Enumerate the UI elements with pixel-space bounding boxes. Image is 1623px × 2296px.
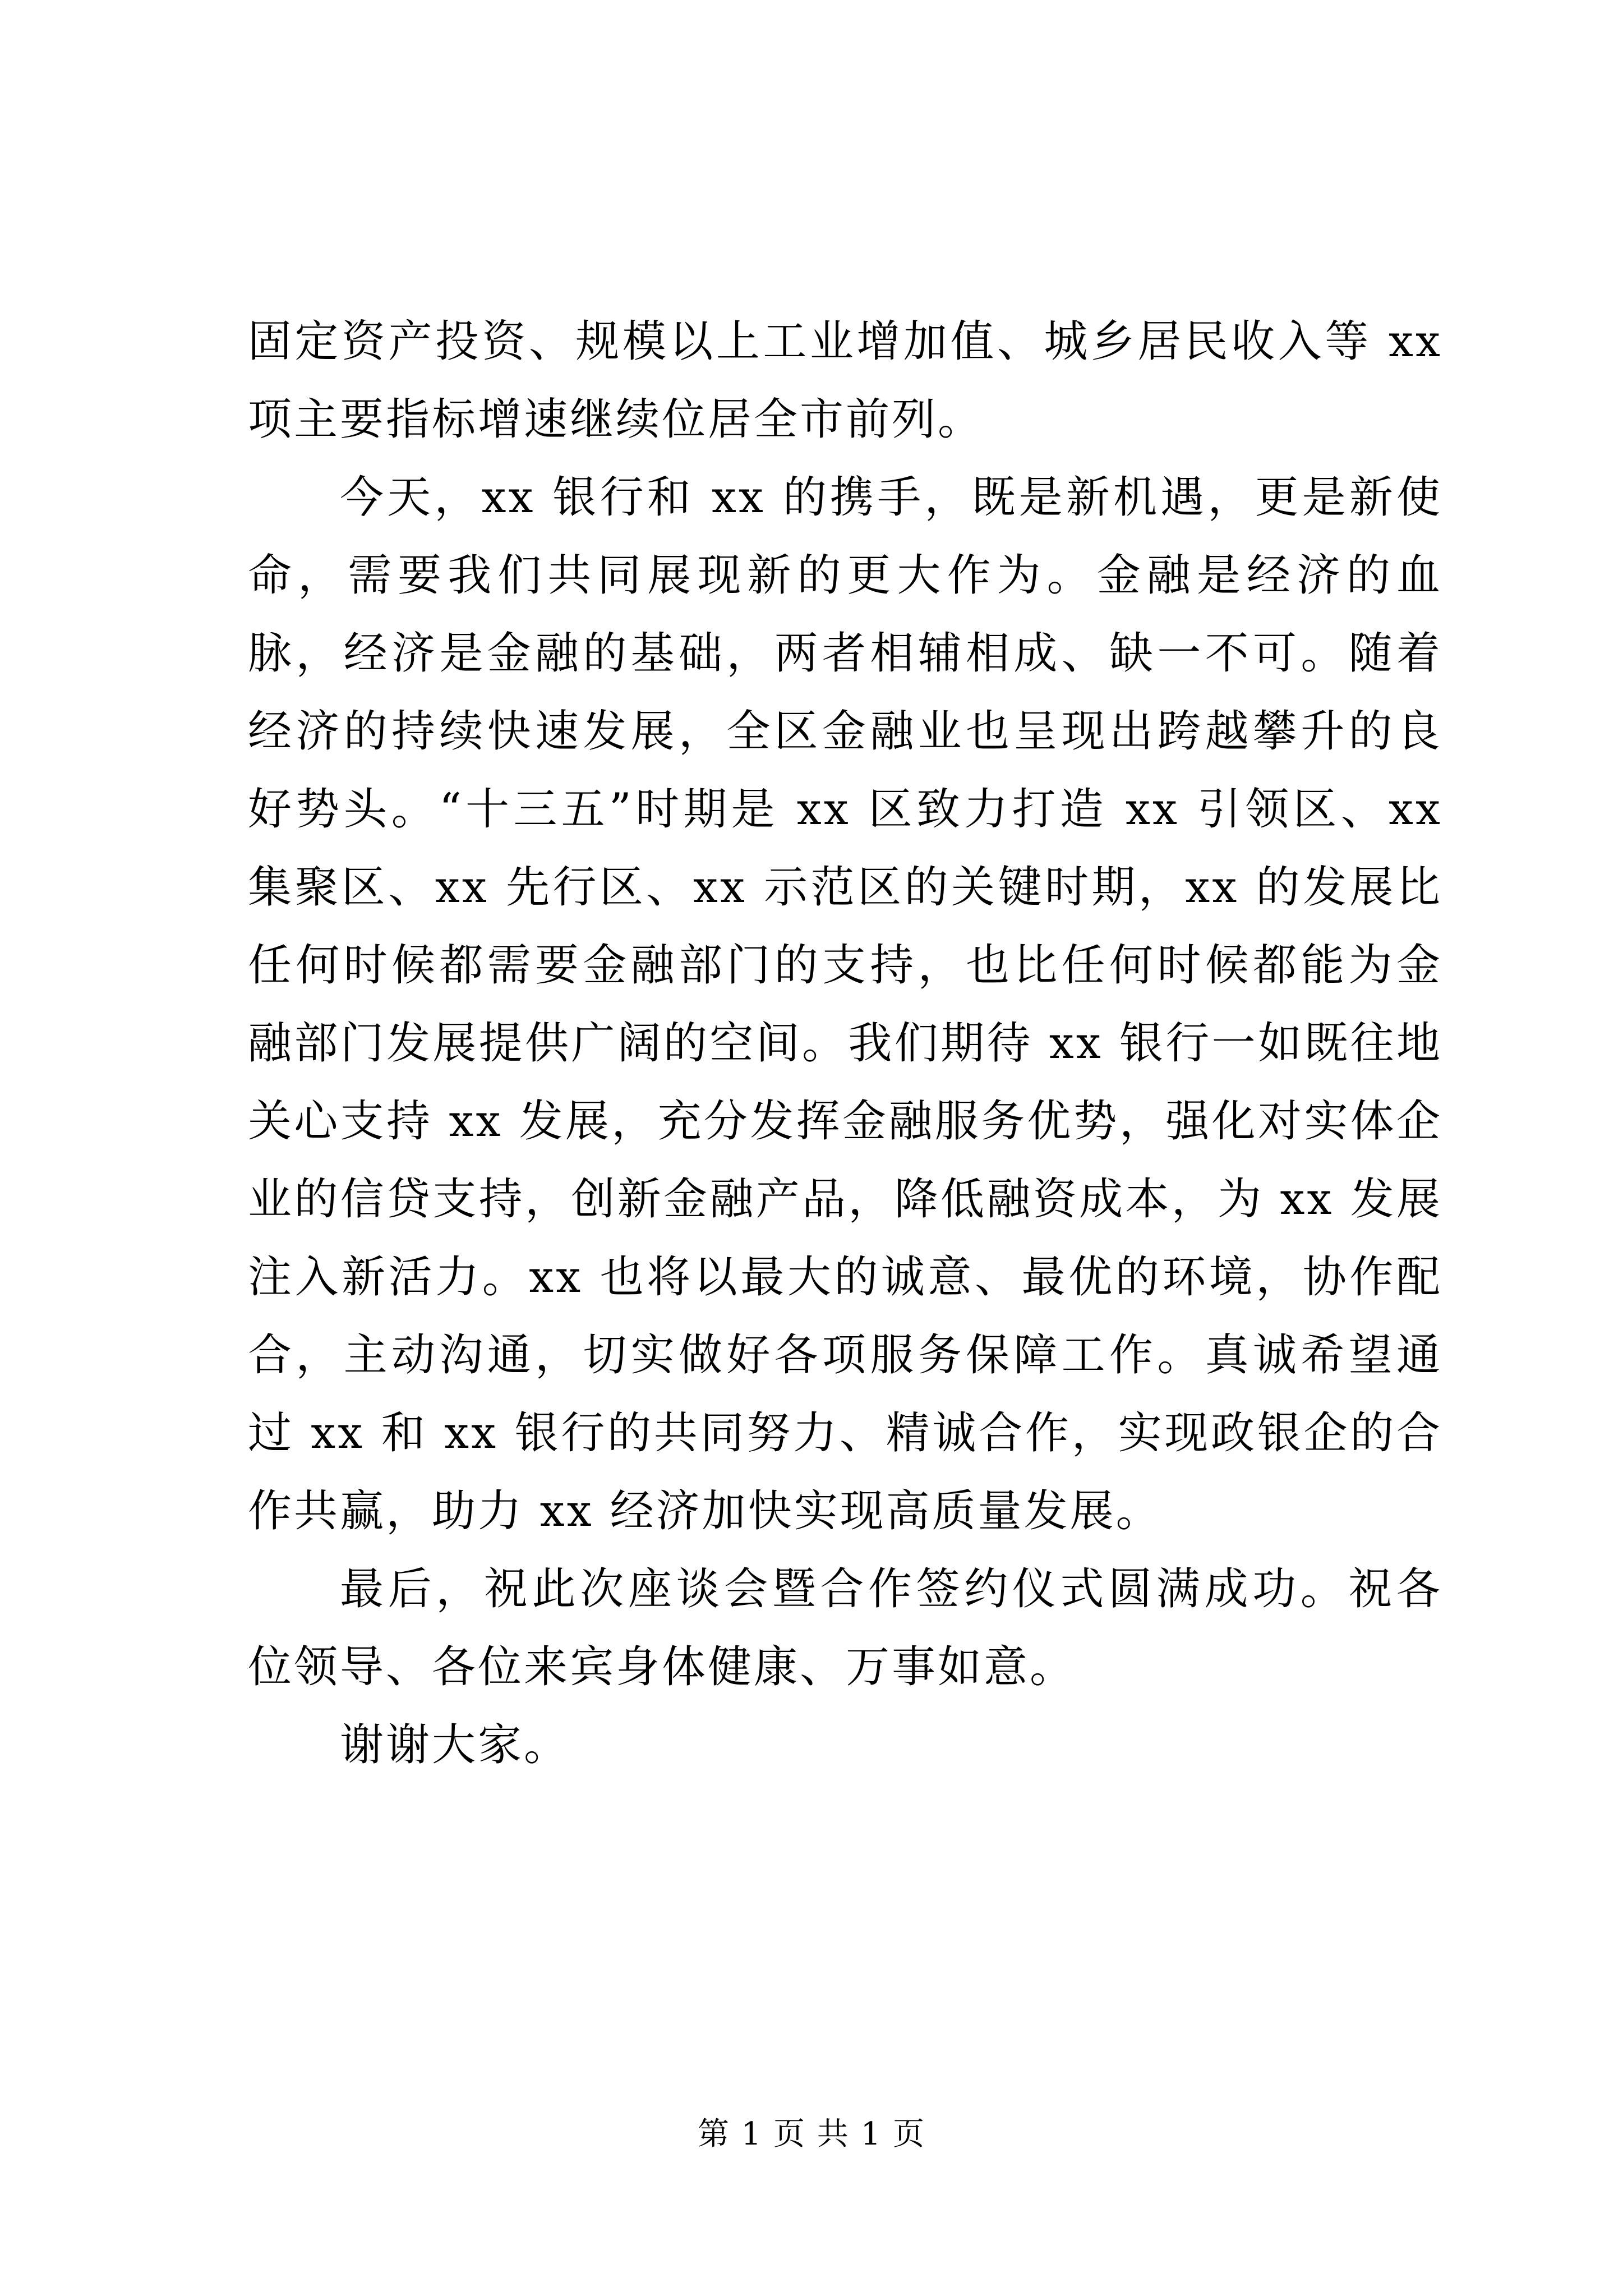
paragraph-thanks: 谢谢大家。: [340, 1720, 570, 1770]
page-footer: 第 1 页 共 1 页: [697, 2116, 926, 2152]
document-body: [248, 303, 1442, 1784]
paragraph-cooperation: 今天，xx 银行和 xx 的携手，既是新机遇，更是新使命，需要我们共同展现新的更大作为。金融是经济的血脉，经济是金融的基础，两者相辅相成、缺一不可。随着经济的持续快速发展，全区金融业也呈现出跨越攀升的良好势头。“十三五”时期是 xx 区致力打造 xx 引领区、xx 集聚区、xx 先行区、xx 示范区的关键时期，xx 的发展比任何时候都需要金融部门的支持，也比任何时候都能为金融部门发展提供广阔的空间。我们期待 xx 银行一如既往地关心支持 xx 发展，充分发挥金融服务优势，强化对实体企业的信贷支持，创新金融产品，降低融资成本，为 xx 发展注入新活力。xx 也将以最大的诚意、最优的环境，协作配合，主动沟通，切实做好各项服务保障工作。真诚希望通过 xx 和 xx 银行的共同努力、精诚合作，实现政银企的合作共赢，助力 xx 经济加快实现高质量发展。: [248, 472, 1442, 1536]
paragraph-closing-wishes: 最后，祝此次座谈会暨合作签约仪式圆满成功。祝各位领导、各位来宾身体健康、万事如意。: [248, 1564, 1442, 1692]
paragraph-continued: 固定资产投资、规模以上工业增加值、城乡居民收入等 xx 项主要指标增速继续位居全市前列。: [248, 316, 1442, 445]
